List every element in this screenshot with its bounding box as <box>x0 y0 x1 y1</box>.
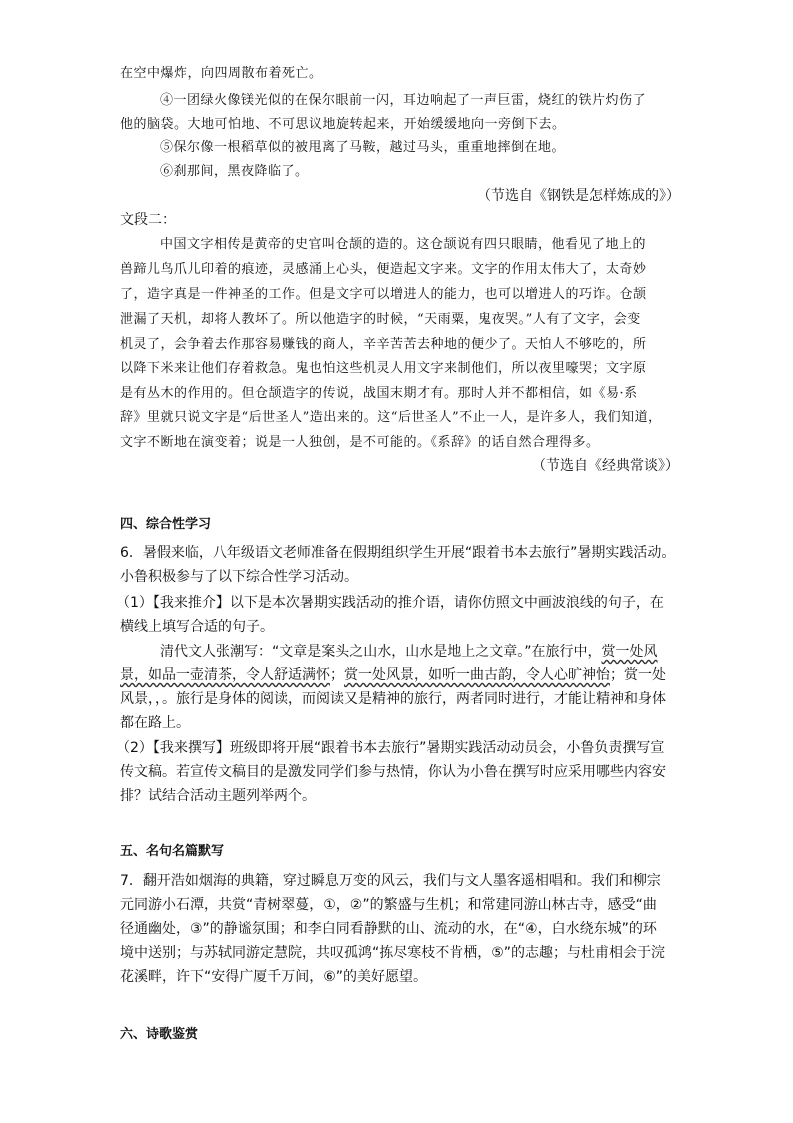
question6-line-2: 小鲁积极参与了以下综合性学习活动。 <box>120 569 358 585</box>
part2-line-1: （2）【我来撰写】班级即将开展“跟着书本去旅行”暑期实践活动动员会，小鲁负责撰写宣 <box>116 740 665 756</box>
part2-line-3: 排？试结合活动主题列举两个。 <box>120 788 316 804</box>
wavy-sentence-2: 赏一处风景，如听一曲古韵，令人心旷神怡 <box>344 667 610 683</box>
passage1-line-3: 他的脑袋。大地可怕地、不可思议地旋转起来，开始缓缓地向一旁倒下去。 <box>120 117 566 132</box>
quote-intro: 清代文人张潮写：“文章是案头之山水，山水是地上之文章。”在旅行中， <box>160 644 602 660</box>
question7-line-2: 元同游小石潭，共赏“青树翠蔓，①，②”的繁盛与生机；和常建同游山林古寺，感受“曲 <box>120 897 657 913</box>
passage2-label: 文段二： <box>120 212 176 228</box>
passage1-line-4: ⑤保尔像一根稻草似的被甩离了马鞍，越过马头，重重地摔倒在地。 <box>160 140 566 155</box>
quote-separator: ； <box>330 667 344 683</box>
section6-heading: 六、诗歌鉴赏 <box>120 1027 199 1042</box>
passage2-line-3: 了，造字真是一件神圣的工作。但是文字可以增进人的能力，也可以增进人的巧诈。仓颉 <box>120 287 647 302</box>
question7-line-1: 7．翻开浩如烟海的典籍，穿过瞬息万变的风云，我们与文人墨客遥相唱和。我们和柳宗 <box>120 873 661 889</box>
quote-line-4: 都在路上。 <box>120 715 190 731</box>
passage1-line-2: ④一团绿火像镁光似的在保尔眼前一闪，耳边响起了一声巨雷，烧红的铁片灼伤了 <box>160 93 647 108</box>
part1-line-2: 横线上填写合适的句子。 <box>120 619 274 635</box>
passage1-source: （节选自《钢铁是怎样炼成的》） <box>477 188 680 204</box>
passage1-line-5: ⑥刹那间，黑夜降临了。 <box>160 164 309 179</box>
question7-line-4: 境中送别；与苏轼同游定慧院，共叹孤鸿“拣尽寒枝不肯栖，⑤”的志趣；与杜甫相会于浣 <box>120 945 666 961</box>
passage2-line-8: 辞》里就只说文字是“后世圣人”造出来的。这“后世圣人”不止一人，是许多人，我们知道， <box>120 410 662 425</box>
passage2-line-1: 中国文字相传是黄帝的史官叫仓颉的造的。这仓颉说有四只眼睛，他看见了地上的 <box>160 237 647 252</box>
wavy-sentence-start: 赏一处风 <box>601 644 658 660</box>
passage2-line-2: 兽蹄儿鸟爪儿印着的痕迹，灵感涌上心头，便造起文字来。文字的作用太伟大了，太奇妙 <box>120 262 647 277</box>
quote-line-2 <box>120 667 666 683</box>
quote-continuation: ；赏一处 <box>610 667 666 683</box>
passage2-line-9: 文字不断地在演变着；说是一人独创，是不可能的。《系辞》的话自然合理得多。 <box>120 435 600 450</box>
section5-heading: 五、名句名篇默写 <box>120 844 225 859</box>
passage2-source: （节选自《经典常谈》） <box>532 458 679 474</box>
question7-line-3: 径通幽处，③”的静谧氛围；和李白同看静默的山、流动的水，在“④，白水绕东城”的环 <box>120 921 657 937</box>
passage2-line-5: 机灵了，会争着去作那容易赚钱的商人，辛辛苦苦去种地的便少了。天怕人不够吃的，所 <box>120 337 647 352</box>
wavy-sentence-1: 景，如品一壶清茶，令人舒适满怀 <box>120 667 330 683</box>
passage1-line-1: 在空中爆炸，向四周散布着死亡。 <box>120 66 323 81</box>
section4-heading: 四、综合性学习 <box>120 517 212 532</box>
part2-line-2: 传文稿。若宣传文稿目的是激发同学们参与热情，你认为小鲁在撰写时应采用哪些内容安 <box>120 764 666 780</box>
question7-line-5: 花溪畔，许下“安得广厦千万间，⑥”的美好愿望。 <box>120 969 428 985</box>
passage2-line-4: 泄漏了天机，却将人教坏了。所以他造字的时候，“天雨粟，鬼夜哭。”人有了文字，会变 <box>120 312 641 327</box>
part1-line-1: （1）【我来推介】以下是本次暑期实践活动的推介语，请你仿照文中画波浪线的句子，在 <box>116 595 664 611</box>
passage2-line-6: 以降下米来让他们存着救急。鬼也怕这些机灵人用文字来制他们，所以夜里嚎哭；文字原 <box>120 361 647 376</box>
quote-line-3: 风景，，。旅行是身体的阅读，而阅读又是精神的旅行，两者同时进行，才能让精神和身体 <box>120 691 666 707</box>
quote-line-1 <box>160 644 658 660</box>
question6-line-1: 6．暑假来临，八年级语文老师准备在假期组织学生开展“跟着书本去旅行”暑期实践活动。 <box>120 545 676 561</box>
passage2-line-7: 是有丛木的作用的。但仓颉造字的传说，战国末期才有。那时人并不都相信，如《易·系 <box>120 386 638 401</box>
